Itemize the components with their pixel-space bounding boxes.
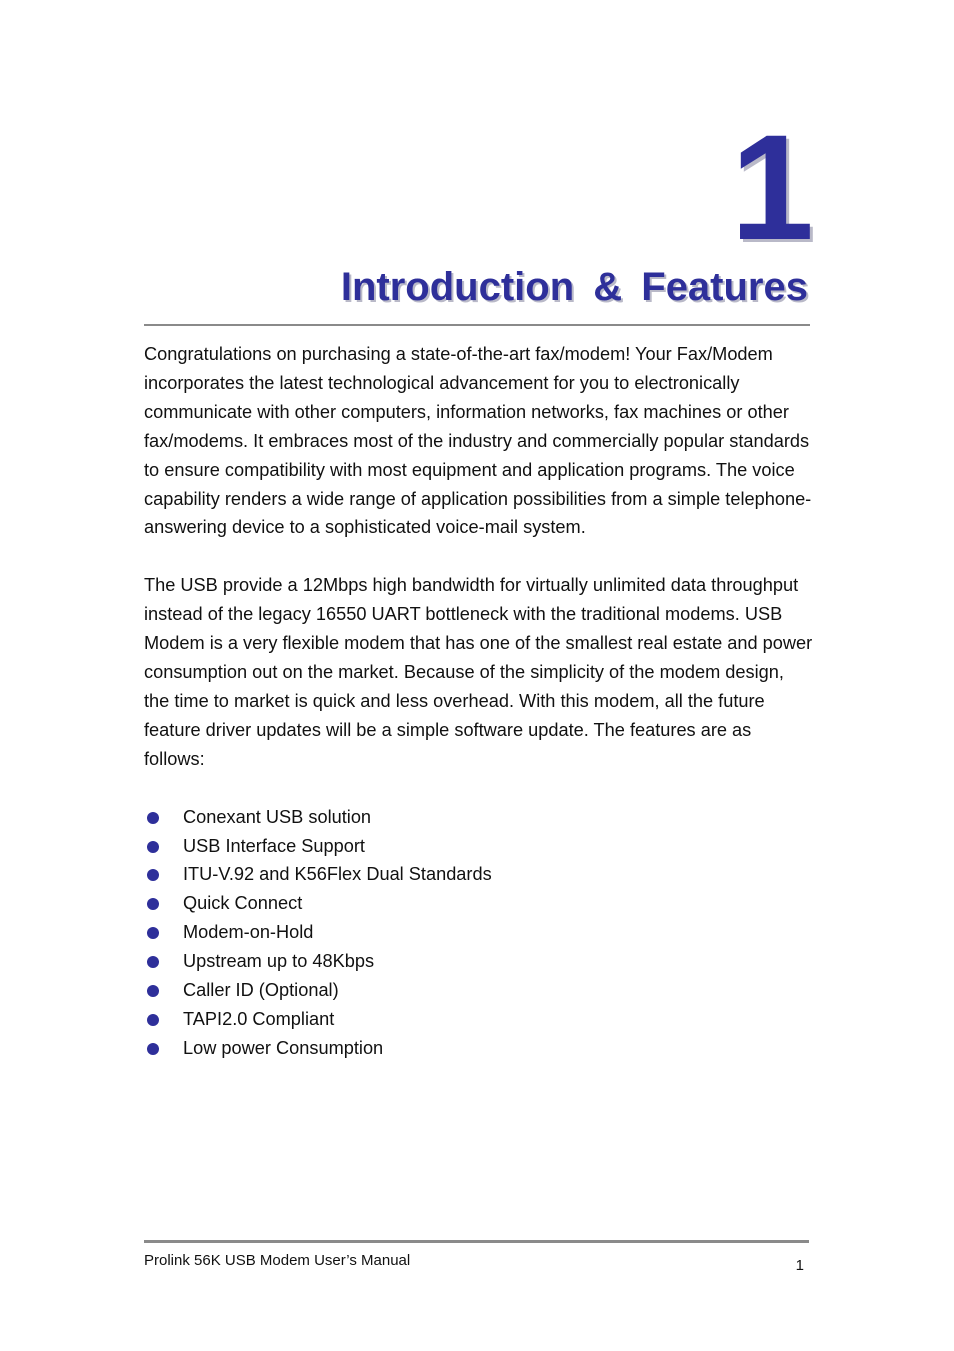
list-item <box>144 832 814 861</box>
feature-label: Low power Consumption <box>183 1037 384 1058</box>
list-item <box>144 803 814 832</box>
feature-label: Upstream up to 48Kbps <box>183 951 375 972</box>
usb-paragraph: The USB provide a 12Mbps high bandwidth for virtually unlimited data throughput instead of the legacy 16550 UART bottleneck with the traditional modems. USB Modem is a very flexible modem that has one of the smallest real estate and power consumption out on the market. Because of the simplicity of the modem design, the time to market is quick and less overhead. With this modem, all the future feature driver updates will be a simple software update. The features are as follows: <box>144 575 813 769</box>
bullet-icon <box>147 841 159 853</box>
bullet-icon <box>147 1014 159 1026</box>
list-item <box>144 1005 814 1034</box>
bullet-icon <box>147 812 159 824</box>
intro-paragraph: Congratulations on purchasing a state-of-the-art fax/modem! Your Fax/Modem incorporates the latest technological advancement for you to electronically communicate with other computers, information networks, fax machines or other fax/modems. It embraces most of the industry and commercially popular standards to ensure compatibility with most equipment and application programs. The voice capability renders a wide range of application possibilities from a simple telephone-answering device to a sophisticated voice-mail system. <box>144 344 812 538</box>
list-item <box>144 889 814 918</box>
feature-label: Modem-on-Hold <box>183 922 314 943</box>
list-item <box>144 947 814 976</box>
bullet-icon <box>147 898 159 910</box>
feature-label: USB Interface Support <box>183 835 365 856</box>
page-number: 1 <box>795 1257 804 1274</box>
body-content <box>144 340 814 1063</box>
chapter-number: 1 <box>730 103 810 271</box>
bullet-icon <box>147 927 159 939</box>
title-divider <box>144 324 810 326</box>
feature-label: Caller ID (Optional) <box>183 980 339 1001</box>
list-item <box>144 860 814 889</box>
bullet-icon <box>147 985 159 997</box>
list-item <box>144 976 814 1005</box>
chapter-title: Introduction & Features <box>340 265 808 309</box>
list-item <box>144 918 814 947</box>
feature-label: ITU-V.92 and K56Flex Dual Standards <box>183 864 492 885</box>
feature-label: Conexant USB solution <box>183 806 372 827</box>
feature-list <box>144 803 814 1063</box>
bullet-icon <box>147 956 159 968</box>
feature-label: TAPI2.0 Compliant <box>183 1008 335 1029</box>
feature-label: Quick Connect <box>183 893 303 914</box>
bullet-icon <box>147 1043 159 1055</box>
bullet-icon <box>147 869 159 881</box>
list-item <box>144 1034 814 1063</box>
footer-divider <box>144 1240 809 1243</box>
footer-manual-title: Prolink 56K USB Modem User’s Manual <box>144 1252 411 1269</box>
